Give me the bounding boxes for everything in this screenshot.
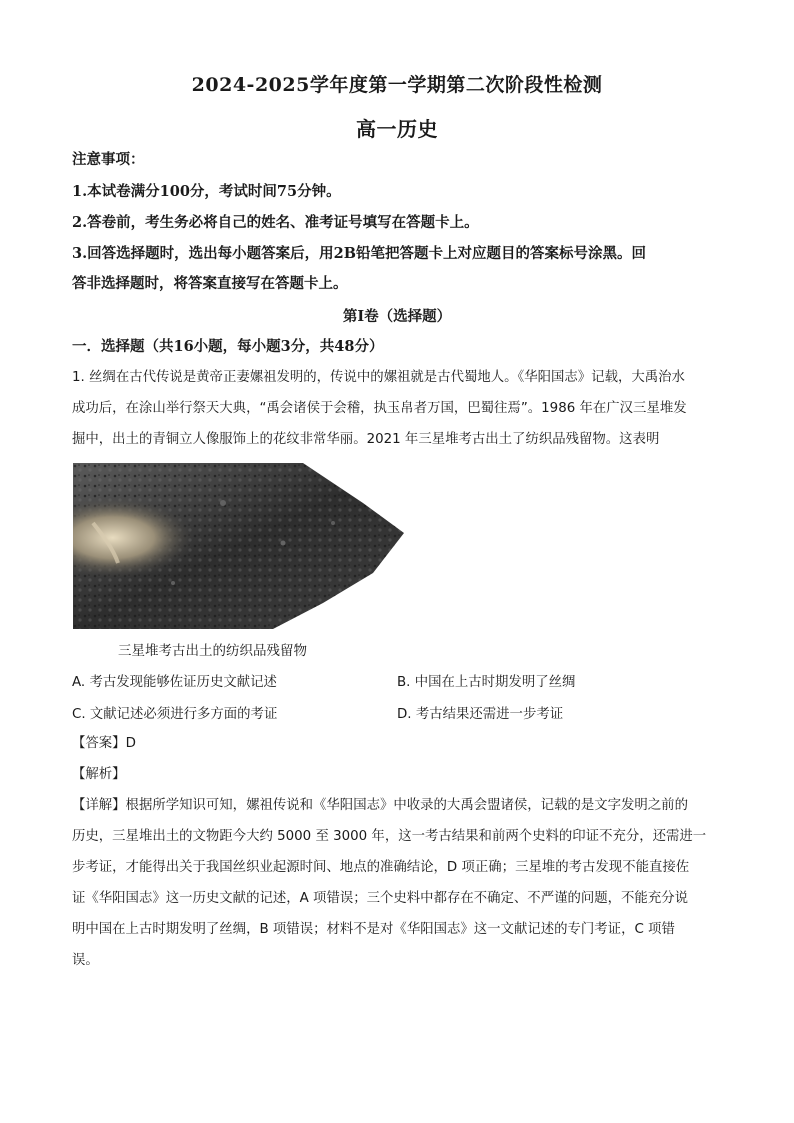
analysis-line-4: 证《华阳国志》这一历史文献的记述，A 项错误；三个史料中都存在不确定、不严谨的问题，不能充分说	[72, 891, 688, 906]
analysis-line-3: 步考证，才能得出关于我国丝织业起源时间、地点的准确结论，D 项正确；三星堆的考古发现不能直接佐	[72, 860, 690, 875]
textile-remains-image	[73, 463, 404, 629]
question-stem-line-2: 成功后，在涂山举行祭天大典，“禹会诸侯于会稽，执玉帛者万国，巴蜀往焉”。1986 年在广汉三星堆发	[72, 401, 687, 416]
figure-caption: 三星堆考古出土的纺织品残留物	[118, 643, 307, 659]
analysis-label: 【解析】	[72, 767, 126, 782]
textile-remains-photo	[73, 463, 404, 629]
analysis-line-5: 明中国在上古时期发明了丝绸，B 项错误；材料不是对《华阳国志》这一文献记述的专门考证，C 项错	[72, 922, 675, 937]
section-title: 第Ⅰ卷（选择题）	[342, 308, 452, 325]
exam-subject: 高一历史	[356, 117, 438, 141]
question-stem-line-1: 1. 丝绸在古代传说是黄帝正妻嫘祖发明的，传说中的嫘祖就是古代蜀地人。《华阳国志》记载，大禹治水	[72, 370, 685, 385]
notice-heading: 注意事项：	[72, 151, 145, 168]
option-b: B. 中国在上古时期发明了丝绸	[397, 675, 576, 690]
analysis-line-1: 【详解】根据所学知识可知，嫘祖传说和《华阳国志》中收录的大禹会盟诸侯，记载的是文字发明之前的	[72, 798, 688, 813]
notice-item-2: 2.答卷前，考生务必将自己的姓名、准考证号填写在答题卡上。	[72, 214, 479, 231]
option-d: D. 考古结果还需进一步考证	[397, 707, 564, 722]
notice-item-3: 3.回答选择题时，选出每小题答案后，用2B铅笔把答题卡上对应题目的答案标号涂黑。回	[72, 245, 646, 262]
notice-item-3-cont: 答非选择题时，将答案直接写在答题卡上。	[72, 275, 348, 292]
analysis-line-6: 误。	[72, 953, 99, 968]
exam-title: 2024-2025学年度第一学期第二次阶段性检测	[191, 74, 603, 96]
option-a: A. 考古发现能够佐证历史文献记述	[72, 675, 277, 690]
notice-item-1: 1.本试卷满分100分，考试时间75分钟。	[72, 183, 341, 200]
question-stem-line-3: 掘中，出土的青铜立人像服饰上的花纹非常华丽。2021 年三星堆考古出土了纺织品残留物。这表明	[72, 432, 660, 447]
analysis-line-2: 历史，三星堆出土的文物距今大约 5000 至 3000 年，这一考古结果和前两个史料的印证不充分，还需进一	[72, 829, 707, 844]
answer-value: D	[125, 736, 136, 751]
part-heading: 一．选择题（共16小题，每小题3分，共48分）	[72, 338, 384, 355]
answer-label: 【答案】	[72, 736, 126, 751]
option-c: C. 文献记述必须进行多方面的考证	[72, 707, 278, 722]
answer-line	[72, 733, 722, 755]
